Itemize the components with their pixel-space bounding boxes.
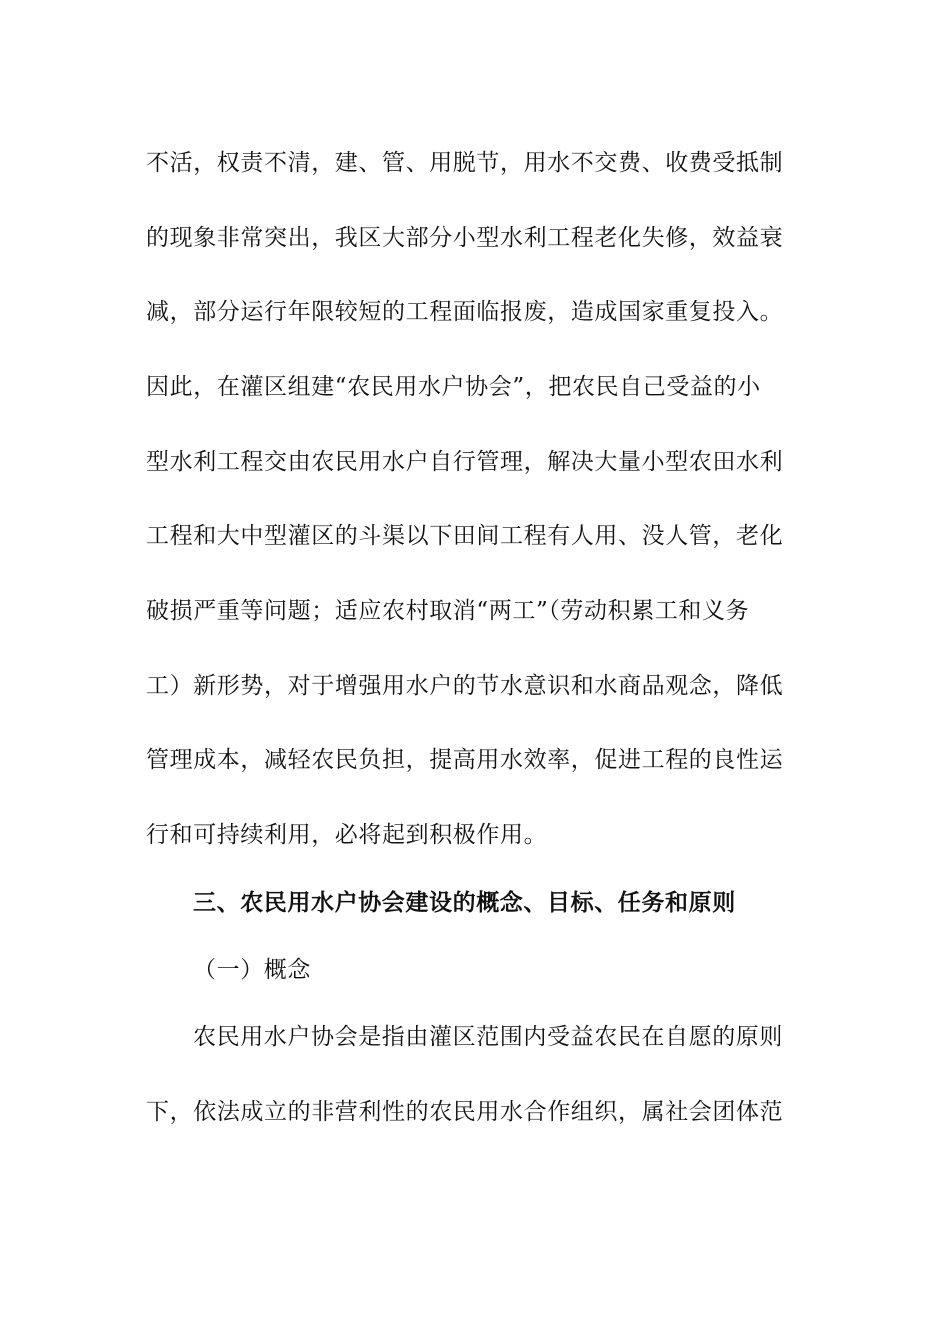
paragraph-line: 管理成本，减轻农民负担，提高用水效率，促进工程的良性运 [146, 747, 784, 773]
paragraph-line: 因此，在灌区组建“农民用水户协会”，把农民自己受益的小 [146, 374, 761, 400]
section-heading: 三、农民用水户协会建设的概念、目标、任务和原则 [193, 889, 736, 916]
paragraph-line: 工程和大中型灌区的斗渠以下田间工程有人用、没人管，老化 [146, 523, 784, 549]
paragraph-line: 减，部分运行年限较短的工程面临报废，造成国家重复投入。 [146, 299, 784, 325]
paragraph-line: 破损严重等问题；适应农村取消“两工”（劳动积累工和义务 [146, 598, 750, 624]
paragraph-line: 的现象非常突出，我区大部分小型水利工程老化失修，效益衰 [146, 225, 784, 251]
paragraph-line: 型水利工程交由农民用水户自行管理，解决大量小型农田水利 [146, 449, 784, 475]
paragraph-line: 农民用水户协会是指由灌区范围内受益农民在自愿的原则 [193, 1024, 783, 1050]
subsection-heading: （一）概念 [193, 957, 311, 983]
paragraph-line: 下，依法成立的非营利性的农民用水合作组织，属社会团体范 [146, 1099, 784, 1125]
paragraph-line: 不活，权责不清，建、管、用脱节，用水不交费、收费受抵制 [146, 150, 784, 176]
paragraph-line: 工）新形势，对于增强用水户的节水意识和水商品观念，降低 [146, 673, 784, 699]
paragraph-line: 行和可持续利用，必将起到积极作用。 [146, 822, 548, 848]
